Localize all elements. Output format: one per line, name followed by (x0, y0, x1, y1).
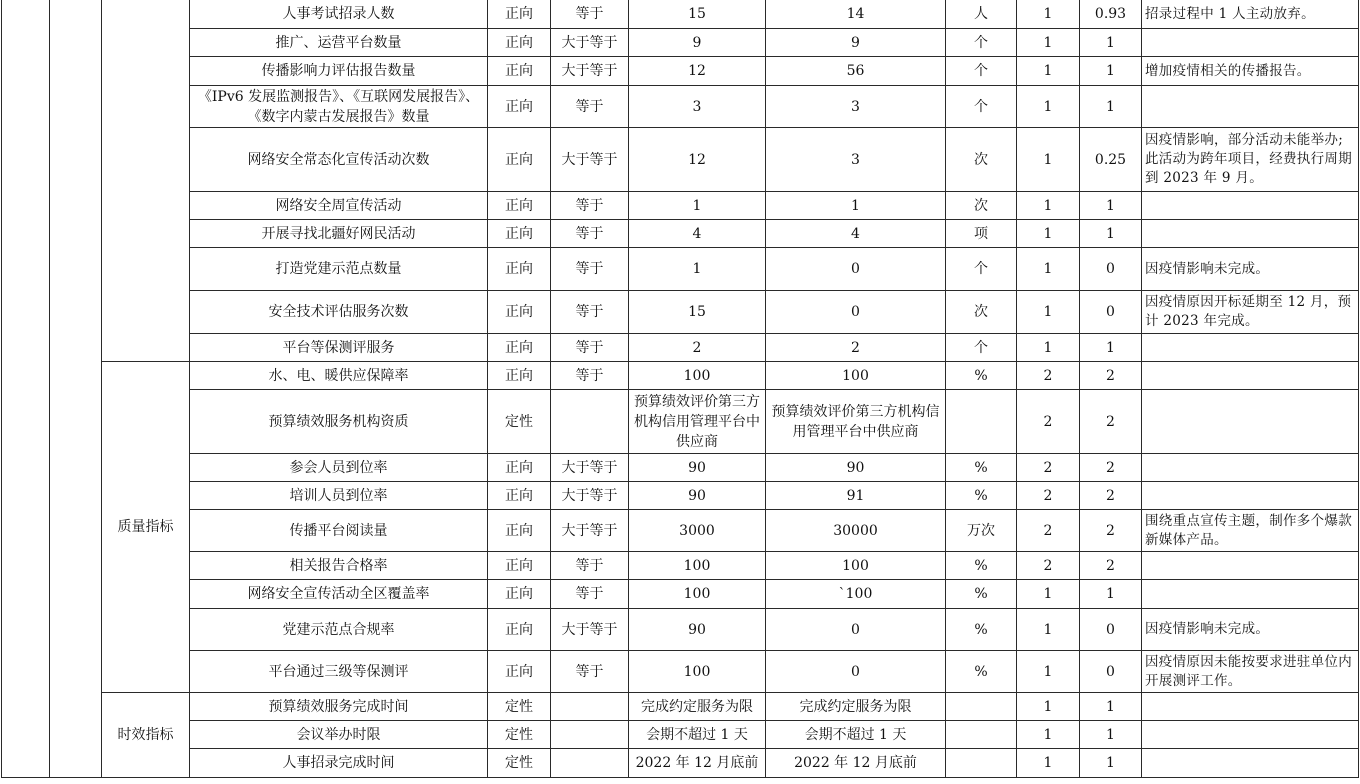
score-cell: 0 (1080, 651, 1142, 693)
table-row (2, 609, 1359, 651)
indicator-cell: 人事招录完成时间 (190, 749, 488, 778)
table-row (2, 192, 1359, 220)
weight-cell: 2 (1017, 454, 1080, 482)
weight-cell: 1 (1017, 0, 1080, 29)
deviation-note-cell (1142, 390, 1359, 454)
target-value-cell: 15 (629, 0, 766, 29)
weight-cell: 1 (1017, 721, 1080, 749)
weight-cell: 2 (1017, 482, 1080, 510)
weight-cell: 1 (1017, 580, 1080, 609)
indicator-cell: 平台通过三级等保测评 (190, 651, 488, 693)
table-row (2, 334, 1359, 362)
actual-value-cell: 0 (766, 609, 946, 651)
weight-cell: 1 (1017, 128, 1080, 192)
indicator-cell: 水、电、暖供应保障率 (190, 362, 488, 390)
operator-cell: 等于 (551, 334, 629, 362)
deviation-note-cell: 因疫情影响未完成。 (1142, 609, 1359, 651)
actual-value-cell: 100 (766, 362, 946, 390)
table-row (2, 580, 1359, 609)
deviation-note-cell (1142, 362, 1359, 390)
unit-cell: 个 (946, 86, 1017, 128)
direction-cell: 定性 (488, 390, 551, 454)
indicator-cell: 平台等保测评服务 (190, 334, 488, 362)
deviation-note-cell: 因疫情影响未完成。 (1142, 248, 1359, 291)
direction-cell: 定性 (488, 749, 551, 778)
actual-value-cell: 1 (766, 192, 946, 220)
actual-value-cell: 预算绩效评价第三方机构信用管理平台中供应商 (766, 390, 946, 454)
actual-value-cell: 56 (766, 57, 946, 86)
table-row (2, 482, 1359, 510)
deviation-note-cell (1142, 334, 1359, 362)
table-row (2, 749, 1359, 778)
indicator-cell: 会议举办时限 (190, 721, 488, 749)
score-cell: 1 (1080, 334, 1142, 362)
weight-cell: 1 (1017, 248, 1080, 291)
weight-cell: 2 (1017, 390, 1080, 454)
score-cell: 2 (1080, 390, 1142, 454)
deviation-note-cell: 因疫情原因开标延期至 12 月，预计 2023 年完成。 (1142, 291, 1359, 334)
indicator-cell: 人事考试招录人数 (190, 0, 488, 29)
table-row (2, 248, 1359, 291)
actual-value-cell: 4 (766, 220, 946, 248)
score-cell: 1 (1080, 86, 1142, 128)
target-value-cell: 1 (629, 248, 766, 291)
indicator-cell: 《IPv6 发展监测报告》、《互联网发展报告》、《数字内蒙古发展报告》数量 (190, 86, 488, 128)
table-row (2, 693, 1359, 721)
actual-value-cell: `100 (766, 580, 946, 609)
operator-cell: 大于等于 (551, 128, 629, 192)
operator-cell: 大于等于 (551, 454, 629, 482)
actual-value-cell: 0 (766, 291, 946, 334)
score-cell: 1 (1080, 57, 1142, 86)
first-level-category-cell (2, 0, 50, 778)
deviation-note-cell (1142, 192, 1359, 220)
target-value-cell: 4 (629, 220, 766, 248)
unit-cell (946, 721, 1017, 749)
deviation-note-cell: 围绕重点宣传主题，制作多个爆款新媒体产品。 (1142, 510, 1359, 552)
deviation-note-cell: 因疫情影响，部分活动未能举办;此活动为跨年项目，经费执行周期到 2023 年 9 月。 (1142, 128, 1359, 192)
table-row (2, 86, 1359, 128)
table-row (2, 29, 1359, 57)
indicator-cell: 预算绩效服务完成时间 (190, 693, 488, 721)
score-cell: 2 (1080, 362, 1142, 390)
score-cell: 0.93 (1080, 0, 1142, 29)
direction-cell: 正向 (488, 580, 551, 609)
target-value-cell: 100 (629, 552, 766, 580)
unit-cell: 个 (946, 57, 1017, 86)
actual-value-cell: 91 (766, 482, 946, 510)
operator-cell: 等于 (551, 220, 629, 248)
table-row (2, 220, 1359, 248)
score-cell: 1 (1080, 192, 1142, 220)
unit-cell: 个 (946, 334, 1017, 362)
direction-cell: 正向 (488, 248, 551, 291)
indicator-cell: 开展寻找北疆好网民活动 (190, 220, 488, 248)
score-cell: 0 (1080, 291, 1142, 334)
target-value-cell: 100 (629, 651, 766, 693)
weight-cell: 1 (1017, 29, 1080, 57)
actual-value-cell: 30000 (766, 510, 946, 552)
deviation-note-cell: 因疫情原因未能按要求进驻单位内开展测评工作。 (1142, 651, 1359, 693)
actual-value-cell: 0 (766, 651, 946, 693)
weight-cell: 1 (1017, 86, 1080, 128)
weight-cell: 1 (1017, 192, 1080, 220)
category-label-cell: 质量指标 (102, 362, 190, 693)
indicator-cell: 网络安全常态化宣传活动次数 (190, 128, 488, 192)
operator-cell: 等于 (551, 86, 629, 128)
target-value-cell: 2022 年 12 月底前 (629, 749, 766, 778)
deviation-note-cell: 招录过程中 1 人主动放弃。 (1142, 0, 1359, 29)
operator-cell: 等于 (551, 362, 629, 390)
direction-cell: 正向 (488, 609, 551, 651)
deviation-note-cell (1142, 482, 1359, 510)
indicator-cell: 相关报告合格率 (190, 552, 488, 580)
operator-cell: 大于等于 (551, 482, 629, 510)
direction-cell: 正向 (488, 291, 551, 334)
actual-value-cell: 2 (766, 334, 946, 362)
indicator-cell: 打造党建示范点数量 (190, 248, 488, 291)
unit-cell: 个 (946, 29, 1017, 57)
category-label-cell (102, 0, 190, 362)
direction-cell: 正向 (488, 86, 551, 128)
operator-cell: 等于 (551, 651, 629, 693)
score-cell: 0 (1080, 609, 1142, 651)
target-value-cell: 100 (629, 362, 766, 390)
unit-cell: % (946, 609, 1017, 651)
target-value-cell: 9 (629, 29, 766, 57)
deviation-note-cell (1142, 29, 1359, 57)
weight-cell: 1 (1017, 334, 1080, 362)
unit-cell: % (946, 580, 1017, 609)
operator-cell (551, 390, 629, 454)
operator-cell: 等于 (551, 552, 629, 580)
direction-cell: 定性 (488, 693, 551, 721)
direction-cell: 正向 (488, 334, 551, 362)
unit-cell: % (946, 651, 1017, 693)
target-value-cell: 3 (629, 86, 766, 128)
unit-cell (946, 749, 1017, 778)
unit-cell: % (946, 362, 1017, 390)
deviation-note-cell (1142, 721, 1359, 749)
weight-cell: 1 (1017, 693, 1080, 721)
direction-cell: 正向 (488, 510, 551, 552)
target-value-cell: 100 (629, 580, 766, 609)
direction-cell: 正向 (488, 220, 551, 248)
indicator-cell: 网络安全周宣传活动 (190, 192, 488, 220)
target-value-cell: 完成约定服务为限 (629, 693, 766, 721)
score-cell: 2 (1080, 552, 1142, 580)
score-cell: 1 (1080, 29, 1142, 57)
indicator-cell: 网络安全宣传活动全区覆盖率 (190, 580, 488, 609)
deviation-note-cell (1142, 693, 1359, 721)
target-value-cell: 12 (629, 128, 766, 192)
weight-cell: 1 (1017, 57, 1080, 86)
operator-cell (551, 693, 629, 721)
weight-cell: 2 (1017, 552, 1080, 580)
direction-cell: 正向 (488, 362, 551, 390)
table-row (2, 362, 1359, 390)
table-row (2, 721, 1359, 749)
table-row (2, 0, 1359, 29)
actual-value-cell: 90 (766, 454, 946, 482)
table-row (2, 291, 1359, 334)
direction-cell: 正向 (488, 454, 551, 482)
score-cell: 2 (1080, 454, 1142, 482)
direction-cell: 正向 (488, 482, 551, 510)
deviation-note-cell: 增加疫情相关的传播报告。 (1142, 57, 1359, 86)
table-row (2, 454, 1359, 482)
table-row (2, 510, 1359, 552)
direction-cell: 正向 (488, 29, 551, 57)
table-row (2, 390, 1359, 454)
deviation-note-cell (1142, 86, 1359, 128)
actual-value-cell: 100 (766, 552, 946, 580)
actual-value-cell: 3 (766, 128, 946, 192)
unit-cell: 次 (946, 128, 1017, 192)
indicator-cell: 参会人员到位率 (190, 454, 488, 482)
score-cell: 2 (1080, 482, 1142, 510)
actual-value-cell: 9 (766, 29, 946, 57)
weight-cell: 2 (1017, 362, 1080, 390)
operator-cell: 等于 (551, 0, 629, 29)
target-value-cell: 90 (629, 482, 766, 510)
direction-cell: 正向 (488, 192, 551, 220)
unit-cell: % (946, 454, 1017, 482)
score-cell: 1 (1080, 693, 1142, 721)
actual-value-cell: 完成约定服务为限 (766, 693, 946, 721)
score-cell: 1 (1080, 580, 1142, 609)
weight-cell: 2 (1017, 510, 1080, 552)
direction-cell: 正向 (488, 651, 551, 693)
indicator-cell: 推广、运营平台数量 (190, 29, 488, 57)
indicator-cell: 培训人员到位率 (190, 482, 488, 510)
operator-cell: 大于等于 (551, 609, 629, 651)
operator-cell: 等于 (551, 580, 629, 609)
table-row (2, 651, 1359, 693)
table-row (2, 57, 1359, 86)
score-cell: 0.25 (1080, 128, 1142, 192)
operator-cell: 等于 (551, 248, 629, 291)
operator-cell: 大于等于 (551, 57, 629, 86)
score-cell: 0 (1080, 248, 1142, 291)
weight-cell: 1 (1017, 220, 1080, 248)
target-value-cell: 3000 (629, 510, 766, 552)
unit-cell: 次 (946, 192, 1017, 220)
unit-cell: 次 (946, 291, 1017, 334)
weight-cell: 1 (1017, 291, 1080, 334)
second-level-category-cell (50, 0, 102, 778)
target-value-cell: 15 (629, 291, 766, 334)
operator-cell: 等于 (551, 291, 629, 334)
target-value-cell: 90 (629, 454, 766, 482)
actual-value-cell: 2022 年 12 月底前 (766, 749, 946, 778)
direction-cell: 正向 (488, 128, 551, 192)
unit-cell: % (946, 482, 1017, 510)
direction-cell: 正向 (488, 57, 551, 86)
target-value-cell: 2 (629, 334, 766, 362)
table-row (2, 552, 1359, 580)
unit-cell (946, 693, 1017, 721)
actual-value-cell: 会期不超过 1 天 (766, 721, 946, 749)
direction-cell: 定性 (488, 721, 551, 749)
target-value-cell: 预算绩效评价第三方机构信用管理平台中供应商 (629, 390, 766, 454)
target-value-cell: 1 (629, 192, 766, 220)
unit-cell: 万次 (946, 510, 1017, 552)
category-label-cell: 时效指标 (102, 693, 190, 778)
actual-value-cell: 14 (766, 0, 946, 29)
unit-cell: 项 (946, 220, 1017, 248)
operator-cell: 大于等于 (551, 29, 629, 57)
actual-value-cell: 3 (766, 86, 946, 128)
unit-cell: 个 (946, 248, 1017, 291)
table-body (2, 0, 1359, 778)
actual-value-cell: 0 (766, 248, 946, 291)
direction-cell: 正向 (488, 0, 551, 29)
indicator-cell: 安全技术评估服务次数 (190, 291, 488, 334)
score-cell: 1 (1080, 220, 1142, 248)
indicator-cell: 预算绩效服务机构资质 (190, 390, 488, 454)
deviation-note-cell (1142, 454, 1359, 482)
direction-cell: 正向 (488, 552, 551, 580)
operator-cell (551, 749, 629, 778)
operator-cell (551, 721, 629, 749)
indicator-cell: 传播平台阅读量 (190, 510, 488, 552)
weight-cell: 1 (1017, 651, 1080, 693)
unit-cell: 人 (946, 0, 1017, 29)
deviation-note-cell (1142, 580, 1359, 609)
deviation-note-cell (1142, 749, 1359, 778)
score-cell: 1 (1080, 721, 1142, 749)
target-value-cell: 90 (629, 609, 766, 651)
unit-cell (946, 390, 1017, 454)
score-cell: 1 (1080, 749, 1142, 778)
indicator-cell: 党建示范点合规率 (190, 609, 488, 651)
operator-cell: 等于 (551, 192, 629, 220)
performance-indicator-table (1, 0, 1359, 778)
unit-cell: % (946, 552, 1017, 580)
target-value-cell: 12 (629, 57, 766, 86)
indicator-cell: 传播影响力评估报告数量 (190, 57, 488, 86)
weight-cell: 1 (1017, 609, 1080, 651)
weight-cell: 1 (1017, 749, 1080, 778)
target-value-cell: 会期不超过 1 天 (629, 721, 766, 749)
deviation-note-cell (1142, 220, 1359, 248)
deviation-note-cell (1142, 552, 1359, 580)
operator-cell: 大于等于 (551, 510, 629, 552)
score-cell: 2 (1080, 510, 1142, 552)
table-row (2, 128, 1359, 192)
